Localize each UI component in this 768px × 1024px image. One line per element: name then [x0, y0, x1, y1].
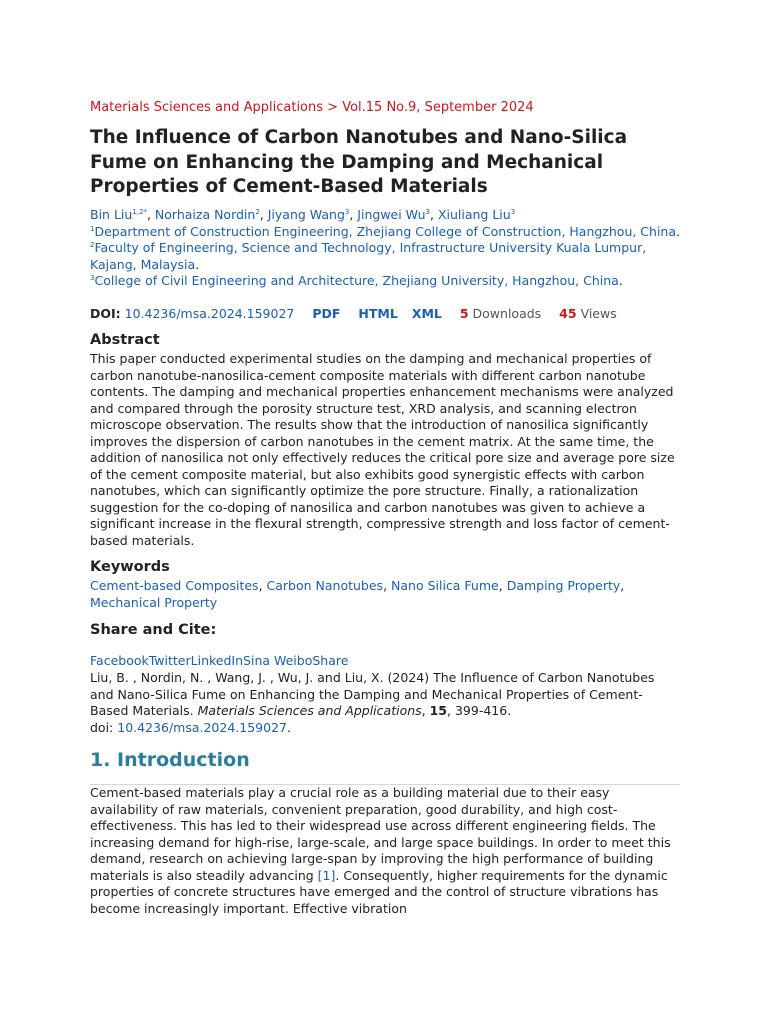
downloads-count: 5 — [459, 306, 469, 321]
author-link[interactable]: Xiuliang Liu — [437, 207, 511, 222]
affiliation-link[interactable]: College of Civil Engineering and Architecture, Zhejiang University, Hangzhou, China — [94, 273, 619, 288]
keyword-link[interactable]: Mechanical Property — [90, 594, 218, 610]
views-label: Views — [580, 306, 617, 321]
affiliation: $^1$Department of Construction Engineering, Zhejiang College of Construction, Hangzhou, China. — [90, 223, 681, 239]
pdf-link[interactable]: PDF — [312, 306, 341, 321]
affiliation-link[interactable]: Faculty of Engineering, Science and Technology, Infrastructure University Kuala Lumpur, Kajang, Malaysia — [90, 240, 647, 272]
author-sup: 3 — [425, 207, 430, 216]
breadcrumb-separator: > — [323, 100, 343, 115]
doi-link[interactable]: 10.4236/msa.2024.159027 — [124, 306, 295, 321]
linkedin-link[interactable]: LinkedIn — [190, 653, 244, 668]
author-sup: 3 — [510, 207, 516, 216]
views-count: 45 — [559, 306, 577, 321]
author-link[interactable]: Bin Liu — [90, 207, 133, 222]
citation-doi-link[interactable]: 10.4236/msa.2024.159027 — [117, 719, 287, 735]
breadcrumb-issue-link[interactable]: Vol.15 No.9, September 2024 — [342, 100, 534, 115]
author-link[interactable]: Jiyang Wang — [267, 207, 345, 222]
abstract-heading: Abstract — [90, 332, 160, 348]
keyword-link[interactable]: Damping Property — [506, 578, 621, 593]
citation-doi-label: doi: — [90, 719, 118, 735]
authors-block — [90, 207, 680, 290]
affiliation-number: 2 — [90, 240, 95, 249]
introduction-heading: 1. Introduction — [90, 749, 250, 771]
article-title: The Influence of Carbon Nanotubes and Nano-Silica Fume on Enhancing the Damping and Mechanical Properties of Cement-Based Materials — [90, 127, 628, 197]
citation-volume: 15 — [429, 703, 448, 718]
author-link[interactable]: Jingwei Wu — [357, 207, 426, 222]
citation-journal: Materials Sciences and Applications — [197, 703, 422, 718]
keyword-link[interactable]: Cement-based Composites — [90, 578, 259, 593]
affiliation: $^2$Faculty of Engineering, Science and Technology, Infrastructure University Kuala Lumpur, Kajang, Malaysia. — [90, 240, 647, 272]
affiliation-number: 1 — [90, 224, 95, 233]
breadcrumb-journal-link[interactable]: Materials Sciences and Applications — [90, 100, 324, 115]
html-link[interactable]: HTML — [358, 306, 398, 321]
keyword-link[interactable]: Carbon Nanotubes — [266, 578, 384, 593]
abstract-text: This paper conducted experimental studies on the damping and mechanical properties of carbon nanotube-nanosilica-cement composite materials with different carbon nanotube contents. The damping and mechanical properties enhancement mechanisms were analyzed and compared through the porosity structure test, XRD analysis, and scanning electron microscope observation. The results show that the introduction of nanosilica significantly improves the dispersion of carbon nanotubes in the cement matrix. At the same time, the addition of nanosilica not only effectively reduces the critical pore size and average pore size of the cement composite material, but also exhibits good synergistic effects with carbon nanotubes, which can significantly optimize the pore structure. Finally, a rationalization suggestion for the co-doping of nanosilica and carbon nanotubes was given to achieve a significant increase in the flexural strength, compressive strength and loss factor of cement-based materials. — [90, 351, 675, 548]
keywords-heading: Keywords — [90, 559, 170, 575]
twitter-link[interactable]: Twitter — [148, 653, 191, 668]
author-sup: 1,2* — [132, 207, 147, 216]
share-heading: Share and Cite: — [90, 622, 217, 638]
author-link[interactable]: Norhaiza Nordin — [154, 207, 256, 222]
citation-text: Liu, B. , Nordin, N. , Wang, J. , Wu, J. and Liu, X. (2024) The Influence of Carbon Nanotubes and Nano-Silica Fume on Enhancing the Damping and Mechanical Properties of Cement-Based Materials. — [90, 670, 655, 718]
citation-pages: , 399-416. — [447, 703, 512, 718]
author-sup: 3 — [344, 207, 350, 216]
author-sup: 2 — [255, 207, 260, 216]
affiliation-number: 3 — [90, 273, 95, 282]
introduction-text — [90, 785, 680, 917]
reference-link[interactable]: [1] — [317, 867, 336, 883]
keywords-list: Cement-based Composites, Carbon Nanotubes, Nano Silica Fume, Damping Property, Mechanical Property — [90, 578, 625, 610]
share-link[interactable]: Share — [312, 653, 349, 668]
doi-label: DOI: — [90, 306, 121, 321]
introduction-text-part: Cement-based materials play a crucial role as a building material due to their easy availability of raw materials, convenient preparation, good durability, and high cost-effectiveness. This has led to their widespread use across different engineering fields. The increasing demand for high-rise, large-scale, and large space buildings. In order to meet this demand, research on achieving large-span by improving the high performance of building materials is also steadily advancing — [90, 785, 671, 883]
keyword-link[interactable]: Nano Silica Fume — [391, 578, 499, 593]
doi-line — [90, 306, 617, 323]
affiliation: $^3$College of Civil Engineering and Architecture, Zhejiang University, Hangzhou, China. — [90, 273, 623, 288]
breadcrumb — [90, 100, 534, 117]
downloads-label: Downloads — [472, 306, 542, 321]
facebook-link[interactable]: Facebook — [90, 653, 149, 668]
affiliation-link[interactable]: Department of Construction Engineering, Zhejiang College of Construction, Hangzhou, China — [94, 223, 677, 239]
introduction-text-part: . Consequently, higher requirements for the dynamic properties of concrete structures have emerged and the control of structure vibrations has become increasingly important. Effective vibration — [90, 867, 668, 916]
share-links — [90, 653, 348, 670]
sina-weibo-link[interactable]: Sina Weibo — [243, 653, 313, 668]
citation: Liu, B. , Nordin, N. , Wang, J. , Wu, J. and Liu, X. (2024) The Influence of Carbon Nanotubes and Nano-Silica Fume on Enhancing the Damping and Mechanical Properties of Cement-Based Materials. Materials Sciences and Applications, 15, 399-416. doi: 10.4236/msa.2024.159027. — [90, 670, 655, 735]
author-list: Bin Liu$^{1,2*}$, Norhaiza Nordin$^2$, Jiyang Wang$^3$, Jingwei Wu$^3$, Xiuliang Liu$^3$ — [90, 207, 516, 222]
xml-link[interactable]: XML — [411, 306, 442, 321]
